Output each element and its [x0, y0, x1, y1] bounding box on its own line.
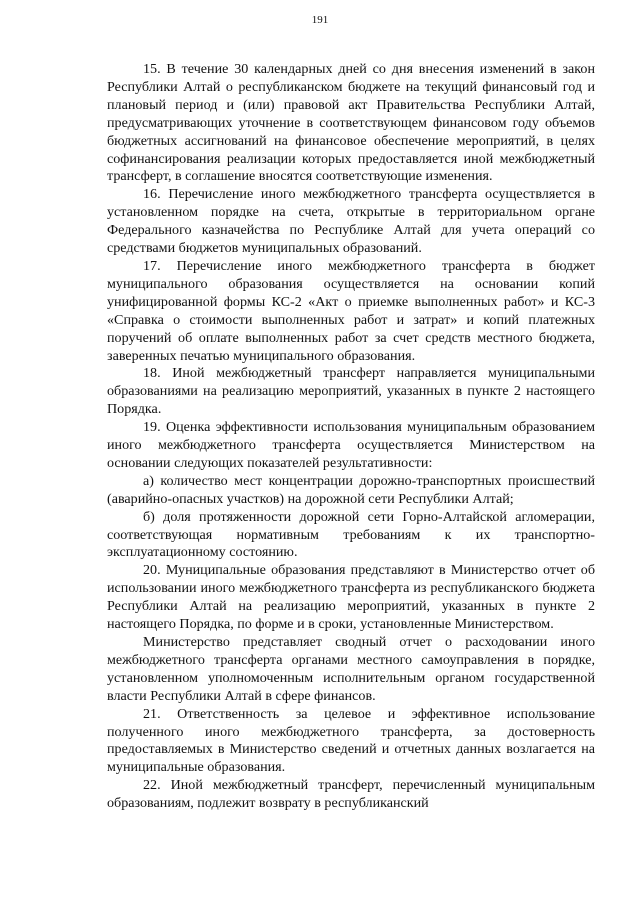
paragraph-18: 18. Иной межбюджетный трансферт направляется муниципальными образованиями на реализацию мероприятий, указанных в пункте 2 настоящего Порядка. [107, 365, 595, 418]
paragraph-19-item-b: б) доля протяженности дорожной сети Горно-Алтайской агломерации, соответствующая нормативным требованиям к их транспортно-эксплуатационному состоянию. [107, 508, 595, 561]
paragraph-19-item-a: а) количество мест концентрации дорожно-транспортных происшествий (аварийно-опасных участков) на дорожной сети Республики Алтай; [107, 472, 595, 507]
paragraph-16: 16. Перечисление иного межбюджетного трансферта осуществляется в установленном порядке на счета, открытые в территориальном органе Федерального казначейства по Республике Алтай для учета операций со средствами бюджетов муниципальных образований. [107, 186, 595, 257]
paragraph-19: 19. Оценка эффективности использования муниципальным образованием иного межбюджетного трансферта осуществляется Министерством на основании следующих показателей результативности: [107, 419, 595, 471]
paragraph-21: 21. Ответственность за целевое и эффективное использование полученного иного межбюджетного трансферта, за достоверность предоставляемых в Министерство сведений и отчетных данных возлагается на муниципальные образования. [107, 705, 595, 776]
paragraph-17: 17. Перечисление иного межбюджетного трансферта в бюджет муниципального образования осуществляется на основании копий унифицированной формы КС-2 «Акт о приемке выполненных работ» и КС-3 «Справка о стоимости выполненных работ и затрат» и копий платежных поручений об оплате выполненных работ за счет средств местного бюджета, заверенных печатью муниципального образования. [107, 257, 595, 364]
document-body [107, 61, 595, 813]
paragraph-20: 20. Муниципальные образования представляют в Министерство отчет об использовании иного межбюджетного трансферта из республиканского бюджета Республики Алтай на реализацию мероприятий, указанных в пункте 2 настоящего Порядка, по форме и в сроки, установленные Министерством. [107, 562, 595, 633]
paragraph-15: 15. В течение 30 календарных дней со дня внесения изменений в закон Республики Алтай о республиканском бюджете на текущий финансовый год и плановый период и (или) правовой акт Правительства Республики Алтай, предусматривающих уточнение в соответствующем финансовом году объемов бюджетных ассигнований на финансовое обеспечение мероприятий, в целях софинансирования реализации которых предоставляется иной межбюджетный трансферт, в соглашение вносятся соответствующие изменения. [107, 61, 595, 185]
paragraph-22: 22. Иной межбюджетный трансферт, перечисленный муниципальным образованиям, подлежит возврату в республиканский [107, 777, 595, 812]
page-number: 191 [311, 14, 329, 26]
paragraph-20-ministry-report: Министерство представляет сводный отчет о расходовании иного межбюджетного трансферта органами местного самоуправления в порядке, установленном уполномоченным исполнительным органом государственной власти Республики Алтай в сфере финансов. [107, 634, 595, 704]
